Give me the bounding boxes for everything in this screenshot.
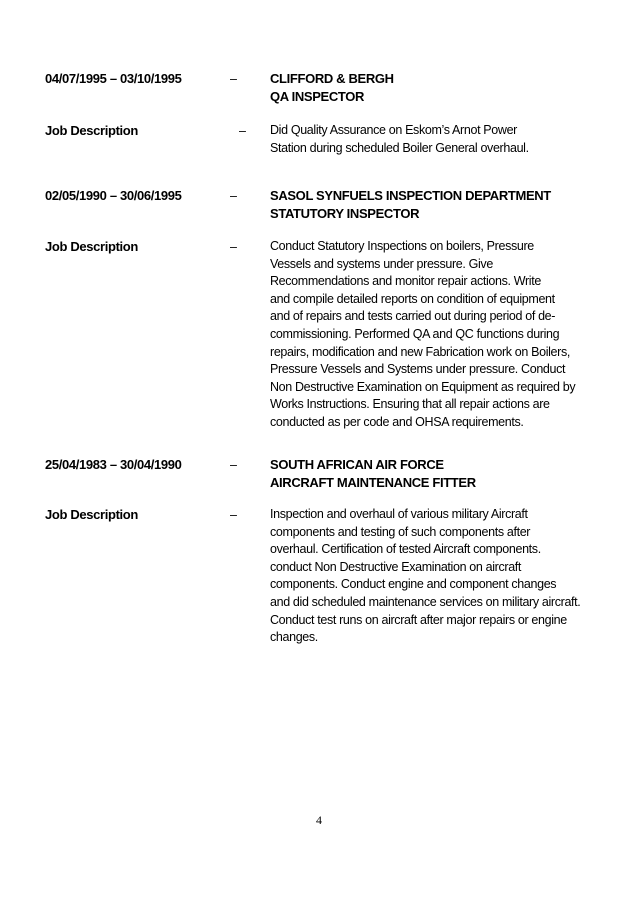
job-description-text <box>270 122 529 157</box>
description-line: commissioning. Performed QA and QC functions during <box>270 326 560 341</box>
page-number: 4 <box>316 813 322 827</box>
job-description-text <box>270 506 580 647</box>
description-line: Conduct Statutory Inspections on boilers, Pressure <box>270 239 534 253</box>
job-description-label: Job Description <box>45 507 138 522</box>
description-line: components. Conduct engine and component changes <box>270 577 557 592</box>
job-description-label: Job Description <box>45 123 138 138</box>
description-line: conduct Non Destructive Examination on aircraft <box>270 559 522 574</box>
description-line: Pressure Vessels and Systems under pressure. Conduct <box>270 362 566 377</box>
employer-name: SASOL SYNFUELS INSPECTION DEPARTMENT <box>270 188 551 203</box>
employment-period: 25/04/1983 – 30/04/1990 <box>45 457 182 472</box>
employment-period: 02/05/1990 – 30/06/1995 <box>45 188 182 203</box>
separator-dash: – <box>230 189 237 203</box>
description-line: Conduct test runs on aircraft after major repairs or engine <box>270 612 567 627</box>
description-line: Recommendations and monitor repair actions. Write <box>270 274 541 289</box>
description-line: Did Quality Assurance on Eskom’s Arnot Power <box>270 123 517 137</box>
separator-dash: – <box>239 124 246 138</box>
job-description-label: Job Description <box>45 239 138 254</box>
job-title: QA INSPECTOR <box>270 89 365 104</box>
description-line: conducted as per code and OHSA requirements. <box>270 414 524 429</box>
description-line: and of repairs and tests carried out during period of de- <box>270 309 556 324</box>
description-line: components and testing of such components after <box>270 524 531 539</box>
separator-dash: – <box>230 508 237 522</box>
description-line: and did scheduled maintenance services on military aircraft. <box>270 594 581 609</box>
description-line: changes. <box>270 630 318 645</box>
employer-name: SOUTH AFRICAN AIR FORCE <box>270 457 444 472</box>
job-description-text <box>270 238 575 432</box>
description-line: Station during scheduled Boiler General overhaul. <box>270 140 529 155</box>
description-line: repairs, modification and new Fabrication work on Boilers, <box>270 344 570 359</box>
separator-dash: – <box>230 72 237 86</box>
description-line: and compile detailed reports on condition of equipment <box>270 291 555 306</box>
description-line: Works Instructions. Ensuring that all repair actions are <box>270 397 550 412</box>
separator-dash: – <box>230 458 237 472</box>
description-line: Non Destructive Examination on Equipment as required by <box>270 379 576 394</box>
employer-name: CLIFFORD & BERGH <box>270 71 394 86</box>
job-title: STATUTORY INSPECTOR <box>270 206 420 221</box>
job-title: AIRCRAFT MAINTENANCE FITTER <box>270 475 476 490</box>
description-line: overhaul. Certification of tested Aircraft components. <box>270 542 541 557</box>
separator-dash: – <box>230 240 237 254</box>
description-line: Inspection and overhaul of various military Aircraft <box>270 507 528 521</box>
description-line: Vessels and systems under pressure. Give <box>270 256 493 271</box>
employment-period: 04/07/1995 – 03/10/1995 <box>45 71 182 86</box>
